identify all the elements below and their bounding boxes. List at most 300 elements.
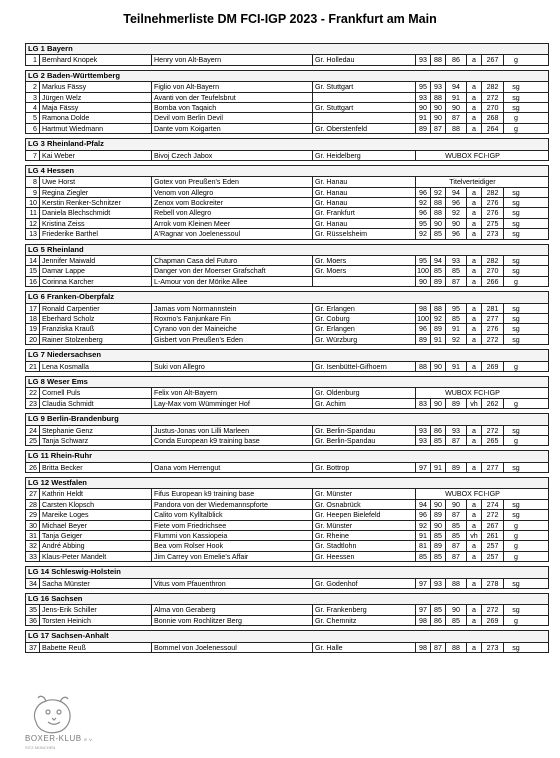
table-row (25, 303, 549, 313)
score-c-cell: 90 (446, 605, 467, 614)
score-a-cell: 98 (416, 643, 431, 652)
start-number-cell: 27 (26, 489, 40, 498)
total-cell: 276 (482, 208, 504, 217)
start-number-cell: 3 (26, 93, 40, 102)
group-header: LG 1 Bayern (25, 43, 549, 54)
rating-cell: a (467, 500, 482, 509)
table-row (25, 615, 549, 625)
score-b-cell: 88 (431, 55, 446, 64)
club-cell: Gr. Hanau (313, 188, 416, 197)
table-bottom-border (25, 652, 549, 653)
grade-cell: sg (512, 511, 520, 520)
table-row (25, 604, 549, 614)
start-number-cell: 20 (26, 335, 40, 344)
table-row (25, 102, 549, 112)
grade-cell: sg (512, 209, 520, 218)
score-b-cell: 93 (431, 82, 446, 91)
club-cell: Gr. Heidelberg (313, 151, 416, 160)
score-c-cell: 87 (446, 277, 467, 286)
score-c-cell: 88 (446, 643, 467, 652)
handler-name-cell: Babette Reuß (40, 643, 152, 652)
score-a-cell: 88 (416, 362, 431, 371)
score-b-cell: 85 (431, 229, 446, 238)
handler-name-cell: André Abbing (40, 541, 152, 550)
score-a-cell: 95 (416, 219, 431, 228)
score-b-cell: 90 (431, 521, 446, 530)
score-a-cell: 93 (416, 436, 431, 445)
start-number-cell: 30 (26, 521, 40, 530)
table-row (25, 540, 549, 550)
table-row (25, 54, 549, 64)
dog-name-cell: Henry von Alt-Bayern (152, 55, 313, 64)
start-number-cell: 25 (26, 436, 40, 445)
dog-name-cell: Bea vom Rolser Hook (152, 541, 313, 550)
start-number-cell: 17 (26, 304, 40, 313)
handler-name-cell: Maja Fässy (40, 103, 152, 112)
club-cell: Gr. Godenhof (313, 579, 416, 588)
club-cell: Gr. Münster (313, 521, 416, 530)
club-cell: Gr. Halle (313, 643, 416, 652)
total-cell: 268 (482, 113, 504, 122)
table-row (25, 123, 549, 133)
club-cell: Gr. Oberstenfeld (313, 124, 416, 133)
club-cell: Gr. Erlangen (313, 324, 416, 333)
dog-name-cell: Devil vom Berlin Devil (152, 113, 313, 122)
score-c-cell: 87 (446, 541, 467, 550)
rating-cell: a (467, 616, 482, 625)
handler-name-cell: Kathrin Heldt (40, 489, 152, 498)
grade-cell: sg (512, 304, 520, 313)
total-cell: 269 (482, 616, 504, 625)
handler-name-cell: Jennifer Maiwald (40, 256, 152, 265)
start-number-cell: 6 (26, 124, 40, 133)
handler-name-cell: Jürgen Welz (40, 93, 152, 102)
rating-cell: a (467, 266, 482, 275)
start-number-cell: 24 (26, 426, 40, 435)
total-cell: 272 (482, 426, 504, 435)
handler-name-cell: Sacha Münster (40, 579, 152, 588)
club-cell: Gr. Heessen (313, 552, 416, 561)
club-cell: Gr. Berlin-Spandau (313, 436, 416, 445)
start-number-cell: 37 (26, 643, 40, 652)
grade-cell: g (514, 124, 518, 133)
start-number-cell: 33 (26, 552, 40, 561)
start-number-cell: 23 (26, 399, 40, 408)
start-number-cell: 7 (26, 151, 40, 160)
total-cell: 276 (482, 324, 504, 333)
table-row (25, 150, 549, 160)
score-a-cell: 98 (416, 304, 431, 313)
club-cell: Gr. Chemnitz (313, 616, 416, 625)
total-cell: 261 (482, 531, 504, 540)
total-cell: 273 (482, 229, 504, 238)
score-c-cell: 96 (446, 229, 467, 238)
total-cell: 272 (482, 605, 504, 614)
start-number-cell: 10 (26, 198, 40, 207)
score-a-cell: 92 (416, 229, 431, 238)
club-cell: Gr. Bottrop (313, 463, 416, 472)
handler-name-cell: Mareike Loges (40, 510, 152, 519)
start-number-cell: 16 (26, 277, 40, 286)
group-header: LG 4 Hessen (25, 165, 549, 176)
rating-cell: a (467, 510, 482, 519)
handler-name-cell: Franziska Krauß (40, 324, 152, 333)
group-header: LG 2 Baden-Württemberg (25, 70, 549, 81)
club-cell: Gr. Heepen Bielefeld (313, 510, 416, 519)
handler-name-cell: Ronald Carpentier (40, 304, 152, 313)
grade-cell: sg (512, 83, 520, 92)
grade-cell: sg (512, 463, 520, 472)
score-b-cell: 89 (431, 277, 446, 286)
club-cell: Gr. Frankfurt (313, 208, 416, 217)
dog-name-cell: Cyrano von der Maineiche (152, 324, 313, 333)
score-a-cell: 92 (416, 198, 431, 207)
rating-cell: a (467, 103, 482, 112)
start-number-cell: 21 (26, 362, 40, 371)
grade-cell: sg (512, 314, 520, 323)
dog-name-cell: Avanti von der Teufelsbrut (152, 93, 313, 102)
group-header: LG 9 Berlin-Brandenburg (25, 413, 549, 424)
score-b-cell: 86 (431, 616, 446, 625)
score-c-cell: 92 (446, 335, 467, 344)
group-header: LG 8 Weser Ems (25, 376, 549, 387)
club-cell: Gr. Coburg (313, 314, 416, 323)
rating-cell: vh (467, 531, 482, 540)
total-cell: 272 (482, 93, 504, 102)
rating-cell: a (467, 324, 482, 333)
total-cell: 273 (482, 643, 504, 652)
rating-cell: a (467, 605, 482, 614)
table-row (25, 425, 549, 435)
dog-name-cell: Venom von Allegro (152, 188, 313, 197)
total-cell: 272 (482, 510, 504, 519)
note-cell: Titelverteidiger (449, 178, 496, 187)
handler-name-cell: Michael Beyer (40, 521, 152, 530)
club-cell: Gr. Stadtlohn (313, 541, 416, 550)
club-cell: Gr. Stuttgart (313, 103, 416, 112)
handler-name-cell: Lena Kosmalla (40, 362, 152, 371)
rating-cell: a (467, 82, 482, 91)
dog-name-cell: Bomba von Taqaich (152, 103, 313, 112)
score-a-cell: 93 (416, 55, 431, 64)
handler-name-cell: Torsten Heinich (40, 616, 152, 625)
dog-name-cell: Arrok vom Kleinen Meer (152, 219, 313, 228)
dog-name-cell: Lay-Max vom Wümminger Hof (152, 399, 313, 408)
club-cell: Gr. Moers (313, 266, 416, 275)
handler-name-cell: Friederike Barthel (40, 229, 152, 238)
rating-cell: a (467, 219, 482, 228)
rating-cell: a (467, 463, 482, 472)
score-b-cell: 89 (431, 541, 446, 550)
table-row (25, 509, 549, 519)
table-row (25, 81, 549, 91)
club-cell (313, 93, 416, 102)
score-c-cell: 87 (446, 113, 467, 122)
grade-cell: sg (512, 219, 520, 228)
score-c-cell: 91 (446, 93, 467, 102)
club-cell: Gr. Oldenburg (313, 388, 416, 397)
score-a-cell: 95 (416, 256, 431, 265)
club-cell: Gr. Osnabrück (313, 500, 416, 509)
score-a-cell: 100 (416, 266, 431, 275)
total-cell: 282 (482, 82, 504, 91)
handler-name-cell: Carsten Klopsch (40, 500, 152, 509)
participant-table (25, 43, 549, 653)
total-cell: 264 (482, 124, 504, 133)
grade-cell: sg (512, 267, 520, 276)
score-b-cell: 85 (431, 266, 446, 275)
start-number-cell: 26 (26, 463, 40, 472)
grade-cell: g (514, 521, 518, 530)
dog-name-cell: Justus-Jonas von Lilli Marleen (152, 426, 313, 435)
grade-cell: sg (512, 606, 520, 615)
total-cell: 265 (482, 436, 504, 445)
total-cell: 270 (482, 103, 504, 112)
score-b-cell: 88 (431, 198, 446, 207)
grade-cell: sg (512, 500, 520, 509)
group-header: LG 17 Sachsen-Anhalt (25, 630, 549, 641)
score-c-cell: 85 (446, 521, 467, 530)
dog-name-cell: Bommel von Joelenessoul (152, 643, 313, 652)
rating-cell: vh (467, 399, 482, 408)
score-a-cell: 95 (416, 82, 431, 91)
score-b-cell: 87 (431, 124, 446, 133)
grade-cell: g (514, 616, 518, 625)
total-cell: 267 (482, 55, 504, 64)
table-row (25, 530, 549, 540)
score-b-cell: 85 (431, 436, 446, 445)
dog-name-cell: Alma von Geraberg (152, 605, 313, 614)
total-cell: 257 (482, 541, 504, 550)
note-cell: WUBOX FCI-IGP (445, 490, 500, 499)
score-a-cell: 93 (416, 426, 431, 435)
start-number-cell: 8 (26, 177, 40, 186)
table-row (25, 176, 549, 186)
dog-name-cell: Chapman Casa del Futuro (152, 256, 313, 265)
grade-cell: g (514, 362, 518, 371)
club-cell: Gr. Münster (313, 489, 416, 498)
group-header: LG 7 Niedersachsen (25, 349, 549, 360)
score-c-cell: 87 (446, 436, 467, 445)
grade-cell: g (514, 436, 518, 445)
club-cell: Gr. Hanau (313, 177, 416, 186)
rating-cell: a (467, 436, 482, 445)
dog-name-cell: Jim Carrey von Emelie's Affair (152, 552, 313, 561)
score-c-cell: 94 (446, 188, 467, 197)
score-b-cell: 92 (431, 314, 446, 323)
rating-cell: a (467, 552, 482, 561)
table-row (25, 112, 549, 122)
dog-name-cell: Zenox vom Bockreiter (152, 198, 313, 207)
total-cell: 275 (482, 219, 504, 228)
score-c-cell: 94 (446, 82, 467, 91)
dog-name-cell: Rebell von Allegro (152, 208, 313, 217)
score-b-cell: 93 (431, 579, 446, 588)
score-c-cell: 90 (446, 219, 467, 228)
start-number-cell: 35 (26, 605, 40, 614)
table-row (25, 255, 549, 265)
score-c-cell: 89 (446, 399, 467, 408)
grade-cell: sg (512, 188, 520, 197)
score-b-cell: 91 (431, 463, 446, 472)
table-row (25, 435, 549, 445)
dog-name-cell: L-Amour von der Mörike Allee (152, 277, 313, 286)
grade-cell: sg (512, 426, 520, 435)
dog-name-cell: Suki von Allegro (152, 362, 313, 371)
score-b-cell: 85 (431, 531, 446, 540)
handler-name-cell: Claudia Schmidt (40, 399, 152, 408)
total-cell: 266 (482, 277, 504, 286)
start-number-cell: 19 (26, 324, 40, 333)
grade-cell: g (514, 277, 518, 286)
handler-name-cell: Jens-Erik Schiller (40, 605, 152, 614)
dog-name-cell: Roxmo's Fanjunkare Fin (152, 314, 313, 323)
total-cell: 276 (482, 198, 504, 207)
dog-name-cell: Conda European k9 training base (152, 436, 313, 445)
table-row (25, 387, 549, 397)
score-a-cell: 96 (416, 188, 431, 197)
start-number-cell: 18 (26, 314, 40, 323)
club-cell: Gr. Frankenberg (313, 605, 416, 614)
score-b-cell: 94 (431, 256, 446, 265)
handler-name-cell: Daniela Blechschmidt (40, 208, 152, 217)
rating-cell: a (467, 335, 482, 344)
total-cell: 274 (482, 500, 504, 509)
club-cell: Gr. Rüsselsheim (313, 229, 416, 238)
score-c-cell: 91 (446, 324, 467, 333)
score-a-cell: 89 (416, 335, 431, 344)
dog-name-cell: Felix von Alt-Bayern (152, 388, 313, 397)
grade-cell: sg (512, 325, 520, 334)
handler-name-cell: Rainer Stolzenberg (40, 335, 152, 344)
grade-cell: sg (512, 199, 520, 208)
club-cell: Gr. Isenbüttel-Gifhoern (313, 362, 416, 371)
logo-text: BOXER-KLUB E.V. (25, 734, 94, 743)
score-c-cell: 88 (446, 579, 467, 588)
total-cell: 257 (482, 552, 504, 561)
score-c-cell: 90 (446, 103, 467, 112)
score-b-cell: 90 (431, 399, 446, 408)
total-cell: 269 (482, 362, 504, 371)
start-number-cell: 36 (26, 616, 40, 625)
grade-cell: sg (512, 257, 520, 266)
grade-cell: g (514, 114, 518, 123)
grade-cell: sg (512, 230, 520, 239)
score-b-cell: 90 (431, 500, 446, 509)
note-cell: WUBOX FCI-IGP (445, 151, 500, 160)
handler-name-cell: Tanja Schwarz (40, 436, 152, 445)
page-title: Teilnehmerliste DM FCI-IGP 2023 - Frankfurt am Main (123, 12, 437, 26)
score-c-cell: 90 (446, 500, 467, 509)
dog-name-cell: Gotex von Preußen's Eden (152, 177, 313, 186)
total-cell: 277 (482, 314, 504, 323)
club-cell: Gr. Holledau (313, 55, 416, 64)
start-number-cell: 31 (26, 531, 40, 540)
dog-name-cell: Pandora von der Wiedemannspforte (152, 500, 313, 509)
dog-name-cell: Danger von der Moerser Grafschaft (152, 266, 313, 275)
table-row (25, 323, 549, 333)
score-a-cell: 89 (416, 124, 431, 133)
handler-name-cell: Kai Weber (40, 151, 152, 160)
grade-cell: sg (512, 335, 520, 344)
total-cell: 267 (482, 521, 504, 530)
score-b-cell: 92 (431, 188, 446, 197)
handler-name-cell: Stephanie Genz (40, 426, 152, 435)
score-a-cell: 96 (416, 510, 431, 519)
start-number-cell: 34 (26, 579, 40, 588)
total-cell: 278 (482, 579, 504, 588)
group-header: LG 14 Schleswig-Holstein (25, 566, 549, 577)
table-row (25, 276, 549, 286)
logo-subtext: SITZ MÜNCHEN (25, 745, 56, 750)
score-c-cell: 96 (446, 198, 467, 207)
score-a-cell: 97 (416, 463, 431, 472)
dog-name-cell: Flummi von Kassiopeia (152, 531, 313, 540)
rating-cell: a (467, 256, 482, 265)
handler-name-cell: Tanja Geiger (40, 531, 152, 540)
dog-name-cell: Fiete vom Friedrichsee (152, 521, 313, 530)
score-b-cell: 88 (431, 93, 446, 102)
score-c-cell: 85 (446, 616, 467, 625)
grade-cell: sg (512, 103, 520, 112)
score-b-cell: 86 (431, 426, 446, 435)
score-c-cell: 86 (446, 55, 467, 64)
handler-name-cell: Damar Lappe (40, 266, 152, 275)
dog-name-cell: Bonnie vom Rochlitzer Berg (152, 616, 313, 625)
table-row (25, 462, 549, 472)
dog-name-cell: Dante vom Koigarten (152, 124, 313, 133)
start-number-cell: 9 (26, 188, 40, 197)
score-a-cell: 100 (416, 314, 431, 323)
grade-cell: g (514, 542, 518, 551)
rating-cell: a (467, 304, 482, 313)
table-row (25, 228, 549, 238)
dog-name-cell: Bivoj Czech Jabox (152, 151, 313, 160)
score-a-cell: 96 (416, 208, 431, 217)
score-b-cell: 89 (431, 510, 446, 519)
score-c-cell: 92 (446, 208, 467, 217)
score-a-cell: 81 (416, 541, 431, 550)
score-a-cell: 85 (416, 552, 431, 561)
club-cell: Gr. Rheine (313, 531, 416, 540)
table-row (25, 313, 549, 323)
table-row (25, 499, 549, 509)
handler-name-cell: Bernhard Knopek (40, 55, 152, 64)
club-cell: Gr. Berlin-Spandau (313, 426, 416, 435)
score-c-cell: 85 (446, 314, 467, 323)
score-b-cell: 87 (431, 643, 446, 652)
start-number-cell: 2 (26, 82, 40, 91)
score-b-cell: 89 (431, 324, 446, 333)
grade-cell: g (514, 56, 518, 65)
club-cell (313, 113, 416, 122)
score-b-cell: 85 (431, 552, 446, 561)
table-row (25, 642, 549, 652)
score-c-cell: 88 (446, 124, 467, 133)
handler-name-cell: Cornell Puls (40, 388, 152, 397)
rating-cell: a (467, 113, 482, 122)
score-a-cell: 90 (416, 277, 431, 286)
table-row (25, 361, 549, 371)
handler-name-cell: Kerstin Renker-Schnitzer (40, 198, 152, 207)
grade-cell: g (514, 552, 518, 561)
group-header: LG 5 Rheinland (25, 244, 549, 255)
handler-name-cell: Uwe Horst (40, 177, 152, 186)
handler-name-cell: Regina Ziegler (40, 188, 152, 197)
score-a-cell: 93 (416, 93, 431, 102)
club-cell: Gr. Erlangen (313, 304, 416, 313)
table-row (25, 398, 549, 408)
